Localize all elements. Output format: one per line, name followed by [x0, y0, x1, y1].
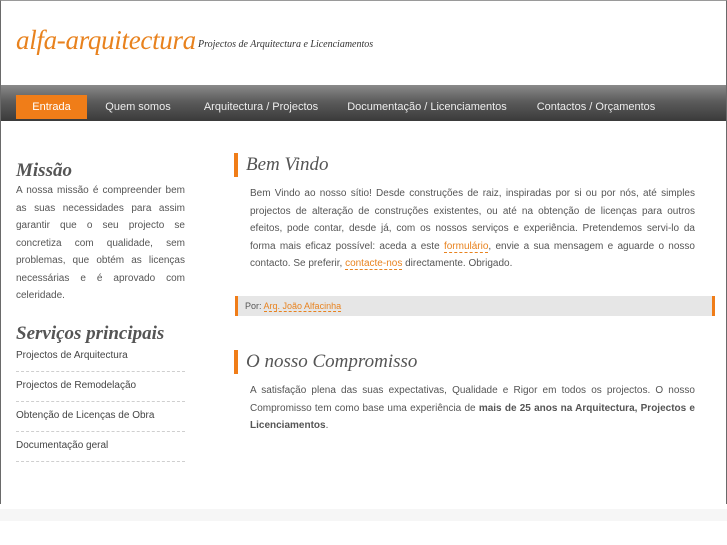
welcome-title: Bem Vindo: [234, 153, 329, 177]
commitment-text: [250, 382, 695, 435]
sidebar: [16, 160, 185, 305]
service-item-projectos-arquitectura[interactable]: Projectos de Arquitectura: [16, 342, 185, 372]
commitment-text-part-1: A satisfação plena das suas expectativas, Qualidade e Rigor em todos os projectos. O nosso Compromisso tem como base uma experiência de: [250, 385, 695, 414]
author-byline: [235, 296, 715, 316]
footer-strip: [0, 509, 727, 521]
service-item-licencas-obra[interactable]: Obtenção de Licenças de Obra: [16, 402, 185, 432]
nav-item-entrada[interactable]: Entrada: [16, 95, 87, 119]
byline-label: Por:: [245, 301, 262, 311]
form-link[interactable]: formulário: [443, 240, 489, 252]
author-link[interactable]: Arq. João Alfacinha: [263, 301, 342, 311]
services-title: Serviços principais: [16, 323, 165, 344]
nav-item-documentacao-licenciamentos[interactable]: Documentação / Licenciamentos: [347, 101, 507, 113]
service-item-documentacao-geral[interactable]: Documentação geral: [16, 432, 185, 462]
nav-item-contactos-orcamentos[interactable]: Contactos / Orçamentos: [536, 101, 656, 113]
service-item-projectos-remodelacao[interactable]: Projectos de Remodelação: [16, 372, 185, 402]
welcome-text: [250, 185, 695, 273]
services-list: [16, 342, 185, 462]
nav-item-quem-somos[interactable]: Quem somos: [105, 101, 171, 113]
commitment-text-bold: mais de 25 anos na Arquitectura, Projectos e Licenciamentos: [250, 402, 695, 431]
header: [0, 0, 727, 85]
site-tagline: Projectos de Arquitectura e Licenciamentos: [198, 39, 374, 50]
site-logo[interactable]: alfa-arquitectura: [16, 25, 196, 55]
main-nav: [1, 85, 726, 121]
welcome-text-part-1: Bem Vindo ao nosso sítio! Desde construções de raiz, inspiradas por si ou por nós, até simples projectos de alteração de construções existentes, ou até na obtenção de licenças para outros efeitos, pode contar, desde já, com os nossos serviços e experiência. Pretendemos servi-lo da forma mais eficaz possível: aceda a este: [250, 188, 695, 252]
welcome-text-part-3: directamente. Obrigado.: [402, 258, 513, 269]
nav-item-arquitectura-projectos[interactable]: Arquitectura / Projectos: [203, 101, 319, 113]
contact-link[interactable]: contacte-nos: [345, 258, 403, 269]
mission-text: A nossa missão é compreender bem as suas necessidades para assim garantir que o seu projecto se concretiza com qualidade, sem problemas, que obtém as licenças necessárias e é aprovado com celeridade.: [16, 185, 185, 301]
commitment-text-part-2: .: [325, 420, 329, 431]
mission-title: Missão: [16, 160, 72, 181]
welcome-text-part-2: , envie a sua mensagem e aguarde o nosso contacto. Se preferir,: [250, 240, 695, 269]
commitment-title: O nosso Compromisso: [234, 350, 417, 374]
